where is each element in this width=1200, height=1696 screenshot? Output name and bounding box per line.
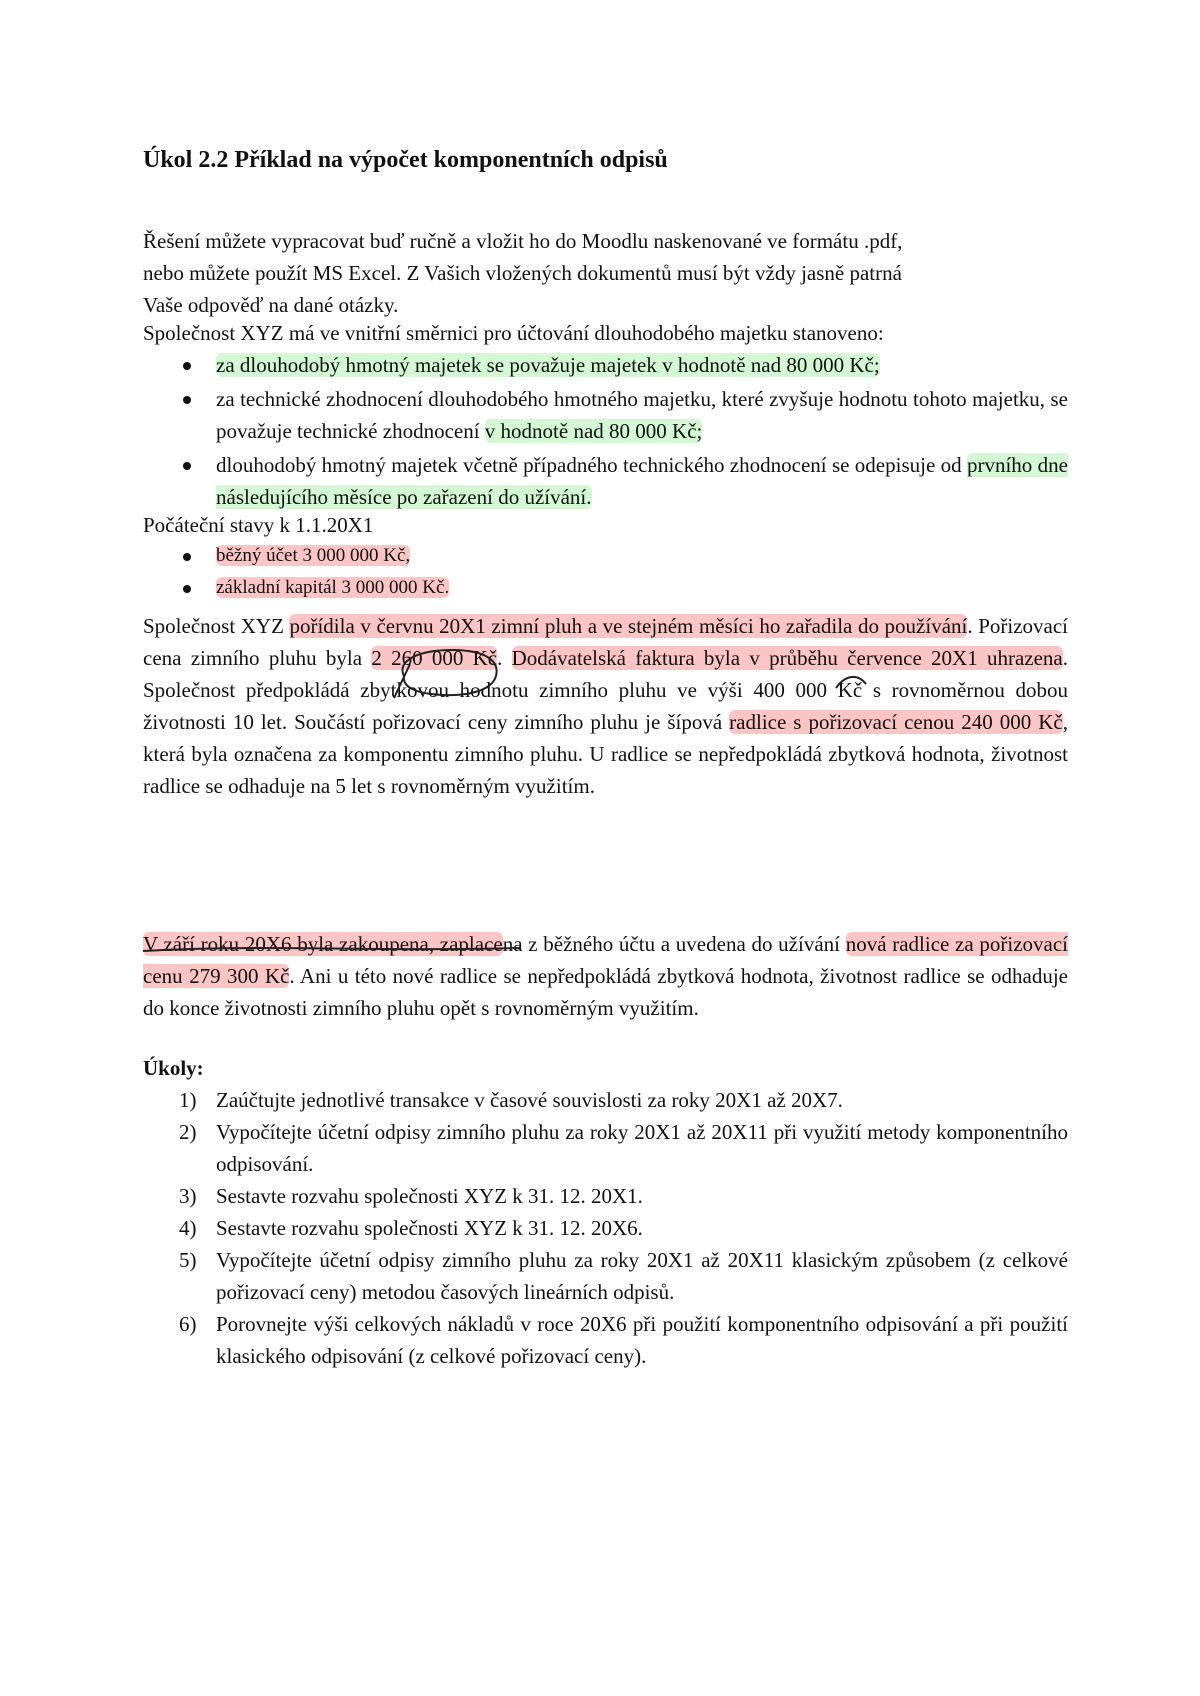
page-title: Úkol 2.2 Příklad na výpočet komponentních odpisů	[143, 147, 668, 173]
balances-list	[143, 540, 1068, 604]
highlight-red: základní kapitál 3 000 000 Kč.	[216, 577, 450, 598]
policy-lead: Společnost XYZ má ve vnitřní směrnici pro účtování dlouhodobého majetku stanoveno:	[143, 321, 884, 345]
highlight-red: V září roku 20X6 byla zakoupena, zaplace	[143, 932, 503, 956]
intro-line: nebo můžete použít MS Excel. Z Vašich vložených dokumentů musí být vždy jasně patrná	[143, 261, 902, 285]
balances-lead: Počáteční stavy k 1.1.20X1	[143, 513, 374, 537]
text-run: . Ani u této nové radlice se nepředpokládá zbytková hodnota, životnost radlice se odhaduje do konce životnosti zimního pluhu opět s rovnoměrným využitím.	[143, 964, 1068, 1020]
list-item	[143, 572, 1068, 604]
list-item	[143, 349, 1068, 381]
list-item-text: Sestavte rozvahu společnosti XYZ k 31. 12. 20X6.	[216, 1216, 643, 1240]
highlight-green: v hodnotě nad 80 000 Kč;	[484, 419, 703, 443]
list-item	[143, 1308, 1068, 1372]
text-run: Společnost XYZ	[143, 614, 290, 638]
list-item	[143, 1084, 1068, 1116]
list-item-text: Vypočítejte účetní odpisy zimního pluhu za roky 20X1 až 20X11 při využití metody komponentního odpisování.	[216, 1120, 1068, 1176]
highlight-red: Dodávatelská faktura byla v průběhu července 20X1 uhrazena	[511, 646, 1063, 670]
tasks-list	[143, 1084, 1068, 1372]
intro-paragraph	[143, 225, 1068, 321]
replacement-paragraph	[143, 928, 1068, 1024]
highlight-red: radlice s pořizovací cenou 240 000 Kč	[729, 710, 1063, 734]
text-run: .	[497, 646, 512, 670]
list-item-text: Zaúčtujte jednotlivé transakce v časové souvislosti za roky 20X1 až 20X7.	[216, 1088, 843, 1112]
highlight-red: pořídila v červnu 20X1 zimní pluh a ve stejném měsíci ho zařadila do používání	[289, 614, 968, 638]
tasks-heading: Úkoly:	[143, 1056, 204, 1080]
intro-line: Vaše odpověď na dané otázky.	[143, 293, 399, 317]
highlight-green: za dlouhodobý hmotný majetek se považuje majetek v hodnotě nad 80 000 Kč;	[216, 353, 880, 377]
list-number: 3)	[179, 1184, 197, 1208]
highlight-green: prvního dne následujícího měsíce po zařazení do užívání.	[216, 453, 1068, 509]
list-number: 5)	[179, 1248, 197, 1272]
list-number: 6)	[179, 1312, 197, 1336]
list-item-text: Vypočítejte účetní odpisy zimního pluhu za roky 20X1 až 20X11 klasickým způsobem (z celkové pořizovací ceny) metodou časových lineárních odpisů.	[216, 1248, 1068, 1304]
highlight-red: 2 260 000 Kč	[371, 646, 498, 670]
text-run: , která byla označena za komponentu zimního pluhu. U radlice se nepředpokládá zbytková hodnota, životnost radlice se odhaduje na 5 let s rovnoměrným využitím.	[143, 710, 1068, 798]
text-run: na z běžného účtu a uvedena do užívání	[502, 932, 846, 956]
text-run: . Společnost předpokládá zbytkovou hodnotu zimního pluhu ve výši 400 000 Kč s rovnoměrnou dobou životnosti 10 let. Součástí pořizovací ceny zimního pluhu je šípová	[143, 646, 1068, 734]
list-item-text: Porovnejte výši celkových nákladů v roce 20X6 při použití komponentního odpisování a při použití klasického odpisování (z celkové pořizovací ceny).	[216, 1312, 1068, 1368]
list-item	[143, 1116, 1068, 1180]
list-item	[143, 540, 1068, 572]
highlight-red: nová radlice za pořizovací cenu 279 300 Kč	[143, 932, 1068, 988]
list-item	[143, 383, 1068, 447]
list-item	[143, 1212, 1068, 1244]
list-number: 2)	[179, 1120, 197, 1144]
intro-line: Řešení můžete vypracovat buď ručně a vložit ho do Moodlu naskenované ve formátu .pdf,	[143, 229, 903, 253]
list-item-text: dlouhodobý hmotný majetek včetně případného technického zhodnocení se odepisuje od	[216, 453, 967, 477]
purchase-paragraph	[143, 610, 1068, 802]
list-item	[143, 1244, 1068, 1308]
highlight-red: běžný účet 3 000 000 Kč,	[216, 545, 411, 566]
list-number: 1)	[179, 1088, 197, 1112]
list-item-text: Sestavte rozvahu společnosti XYZ k 31. 12. 20X1.	[216, 1184, 643, 1208]
list-item-text: za technické zhodnocení dlouhodobého hmotného majetku, které zvyšuje hodnotu tohoto majetku, se považuje technické zhodnocení	[216, 387, 1068, 443]
list-number: 4)	[179, 1216, 197, 1240]
list-item	[143, 449, 1068, 513]
text-run: . Pořizovací cena zimního pluhu byla	[143, 614, 1068, 670]
list-item	[143, 1180, 1068, 1212]
policy-list	[143, 349, 1068, 513]
